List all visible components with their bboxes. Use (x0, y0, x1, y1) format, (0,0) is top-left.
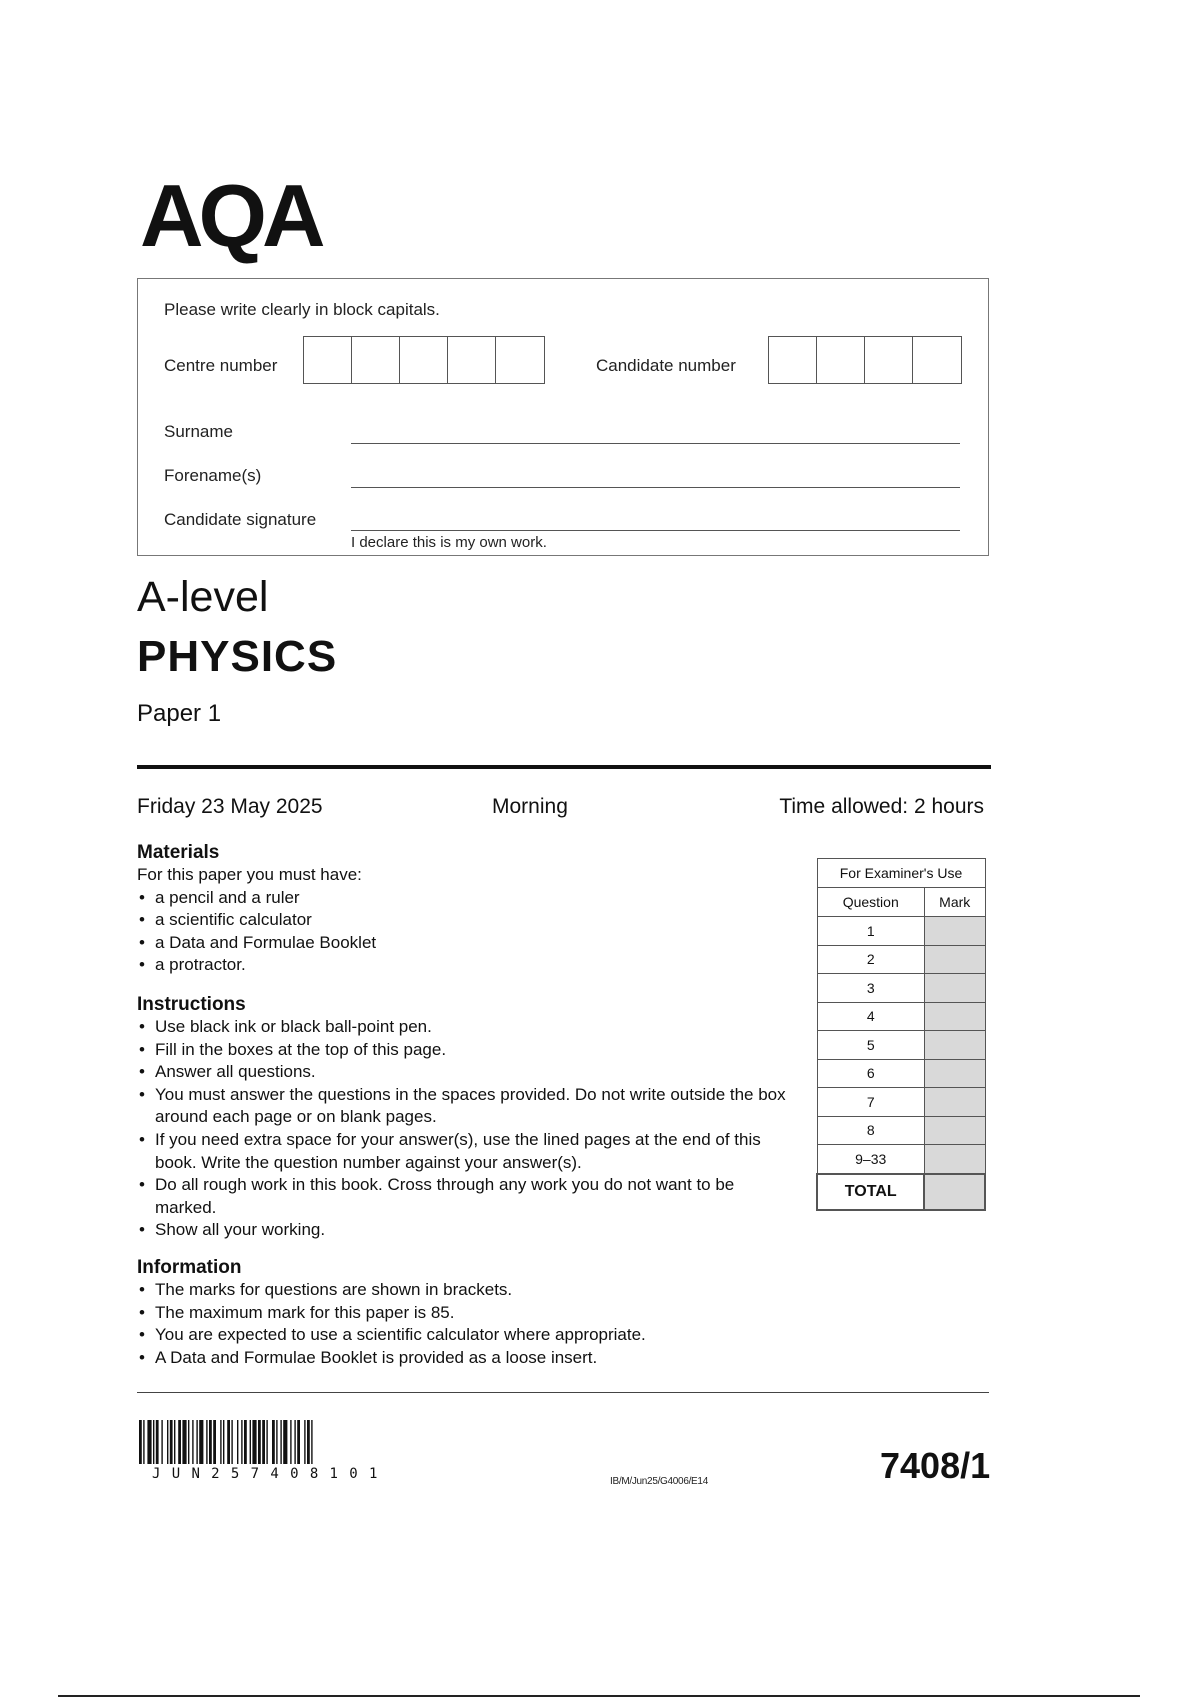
list-item: • You are expected to use a scientific calculator where appropriate. (137, 1324, 797, 1347)
barcode-bar (280, 1420, 281, 1464)
information-list (137, 1279, 797, 1369)
barcode-bar (143, 1420, 144, 1464)
barcode-bar (192, 1420, 193, 1464)
barcode (139, 1420, 461, 1464)
barcode-bar (199, 1420, 203, 1464)
question-number: 5 (817, 1031, 924, 1060)
examiner-table-title: For Examiner's Use (817, 859, 985, 888)
instructions-section (137, 994, 797, 1242)
candidate-number-boxes[interactable] (768, 336, 962, 384)
list-item: • Show all your working. (137, 1219, 797, 1242)
list-item: • You must answer the questions in the spaces provided. Do not write outside the box around each page or on blank pages. (137, 1084, 797, 1129)
barcode-bar (139, 1420, 142, 1464)
aqa-logo: AQA (140, 166, 321, 265)
block-capitals-instruction: Please write clearly in block capitals. (164, 300, 440, 319)
surname-field[interactable] (351, 443, 960, 444)
barcode-bar (241, 1420, 242, 1464)
total-row (817, 1174, 985, 1210)
barcode-bar (250, 1420, 251, 1464)
list-item: • A Data and Formulae Booklet is provided as a loose insert. (137, 1347, 797, 1370)
centre-digit-box[interactable] (448, 337, 496, 383)
table-row (817, 945, 985, 974)
table-row (817, 974, 985, 1003)
mark-cell (924, 1002, 985, 1031)
question-number: 3 (817, 974, 924, 1003)
surname-label: Surname (164, 422, 233, 441)
barcode-bar (196, 1420, 197, 1464)
title-divider (137, 765, 991, 769)
barcode-bar (223, 1420, 224, 1464)
materials-intro: For this paper you must have: (137, 865, 362, 884)
qualification-title: A-level (137, 573, 269, 621)
mark-cell (924, 1116, 985, 1145)
barcode-bar (178, 1420, 181, 1464)
list-item: • Use black ink or black ball-point pen. (137, 1016, 797, 1039)
page-bottom-rule (58, 1695, 1140, 1697)
mark-cell (924, 1031, 985, 1060)
table-row (817, 1088, 985, 1117)
materials-heading: Materials (137, 842, 220, 863)
centre-number-label: Centre number (164, 356, 278, 375)
barcode-bar (161, 1420, 162, 1464)
question-number: 7 (817, 1088, 924, 1117)
barcode-bar (262, 1420, 265, 1464)
barcode-bar (311, 1420, 312, 1464)
barcode-bar (156, 1420, 159, 1464)
list-item: • Answer all questions. (137, 1061, 797, 1084)
barcode-bar (188, 1420, 189, 1464)
barcode-bar (304, 1420, 305, 1464)
instructions-heading: Instructions (137, 994, 246, 1015)
examiner-use-table (816, 858, 986, 1211)
centre-number-boxes[interactable] (303, 336, 545, 384)
subject-title: PHYSICS (137, 632, 338, 681)
question-number: 9–33 (817, 1145, 924, 1174)
signature-label: Candidate signature (164, 510, 317, 529)
reference-code: IB/M/Jun25/G4006/E14 (610, 1476, 708, 1487)
mark-cell (924, 1088, 985, 1117)
barcode-bar (244, 1420, 247, 1464)
list-item: • The maximum mark for this paper is 85. (137, 1302, 797, 1325)
table-row (817, 917, 985, 946)
candidate-digit-box[interactable] (817, 337, 865, 383)
information-section (137, 1257, 797, 1369)
barcode-bar (266, 1420, 267, 1464)
barcode-bar (252, 1420, 256, 1464)
barcode-bar (283, 1420, 287, 1464)
list-item: • a pencil and a ruler (137, 887, 797, 910)
barcode-bar (213, 1420, 216, 1464)
question-number: 1 (817, 917, 924, 946)
list-item: • Fill in the boxes at the top of this page. (137, 1039, 797, 1062)
information-heading: Information (137, 1257, 242, 1278)
table-row (817, 1059, 985, 1088)
centre-digit-box[interactable] (496, 337, 544, 383)
barcode-bar (290, 1420, 291, 1464)
barcode-bar (220, 1420, 221, 1464)
paper-code: 7408/1 (880, 1445, 991, 1486)
instructions-list (137, 1016, 797, 1242)
barcode-bar (153, 1420, 154, 1464)
question-column-header: Question (817, 888, 924, 917)
candidate-digit-box[interactable] (865, 337, 913, 383)
declaration-text: I declare this is my own work. (351, 534, 547, 551)
question-number: 4 (817, 1002, 924, 1031)
mark-cell (924, 945, 985, 974)
materials-section (137, 842, 797, 977)
candidate-number-label: Candidate number (596, 356, 736, 375)
candidate-digit-box[interactable] (913, 337, 961, 383)
candidate-digit-box[interactable] (769, 337, 817, 383)
mark-cell (924, 974, 985, 1003)
table-row (817, 1002, 985, 1031)
barcode-bar (167, 1420, 168, 1464)
table-row (817, 1031, 985, 1060)
barcode-bar (206, 1420, 207, 1464)
barcode-bar (174, 1420, 175, 1464)
list-item: • a scientific calculator (137, 909, 797, 932)
barcode-bar (227, 1420, 230, 1464)
centre-digit-box[interactable] (400, 337, 448, 383)
barcode-bar (231, 1420, 232, 1464)
list-item: • Do all rough work in this book. Cross through any work you do not want to be marked. (137, 1174, 797, 1219)
question-number: 6 (817, 1059, 924, 1088)
list-item: • a protractor. (137, 954, 797, 977)
list-item: • If you need extra space for your answer(s), use the lined pages at the end of this book. Write the question number against your answer(s). (137, 1129, 797, 1174)
forename-label: Forename(s) (164, 466, 262, 485)
barcode-bar (170, 1420, 173, 1464)
barcode-text: JUN257408101 (152, 1466, 389, 1482)
list-item: • The marks for questions are shown in brackets. (137, 1279, 797, 1302)
table-row (817, 1116, 985, 1145)
barcode-bar (237, 1420, 238, 1464)
materials-list (137, 887, 797, 977)
barcode-bar (307, 1420, 310, 1464)
mark-cell (924, 1145, 985, 1174)
centre-digit-box[interactable] (352, 337, 400, 383)
mark-cell (924, 917, 985, 946)
forename-field[interactable] (351, 487, 960, 488)
total-label: TOTAL (817, 1174, 924, 1210)
barcode-bar (272, 1420, 275, 1464)
signature-field[interactable] (351, 530, 960, 531)
total-mark-cell (924, 1174, 985, 1210)
list-item: • a Data and Formulae Booklet (137, 932, 797, 955)
candidate-details-box (137, 278, 989, 556)
exam-date: Friday 23 May 2025 (137, 795, 323, 818)
barcode-bar (276, 1420, 277, 1464)
barcode-bar (209, 1420, 212, 1464)
barcode-bar (258, 1420, 261, 1464)
footer-divider (137, 1392, 989, 1393)
question-number: 2 (817, 945, 924, 974)
paper-title: Paper 1 (137, 700, 222, 727)
mark-column-header: Mark (924, 888, 985, 917)
centre-digit-box[interactable] (304, 337, 352, 383)
exam-session: Morning (492, 795, 568, 818)
table-row (817, 1145, 985, 1174)
mark-cell (924, 1059, 985, 1088)
question-number: 8 (817, 1116, 924, 1145)
time-allowed: Time allowed: 2 hours (779, 795, 984, 818)
barcode-bar (297, 1420, 300, 1464)
barcode-bar (147, 1420, 151, 1464)
barcode-bar (294, 1420, 295, 1464)
barcode-bar (182, 1420, 186, 1464)
